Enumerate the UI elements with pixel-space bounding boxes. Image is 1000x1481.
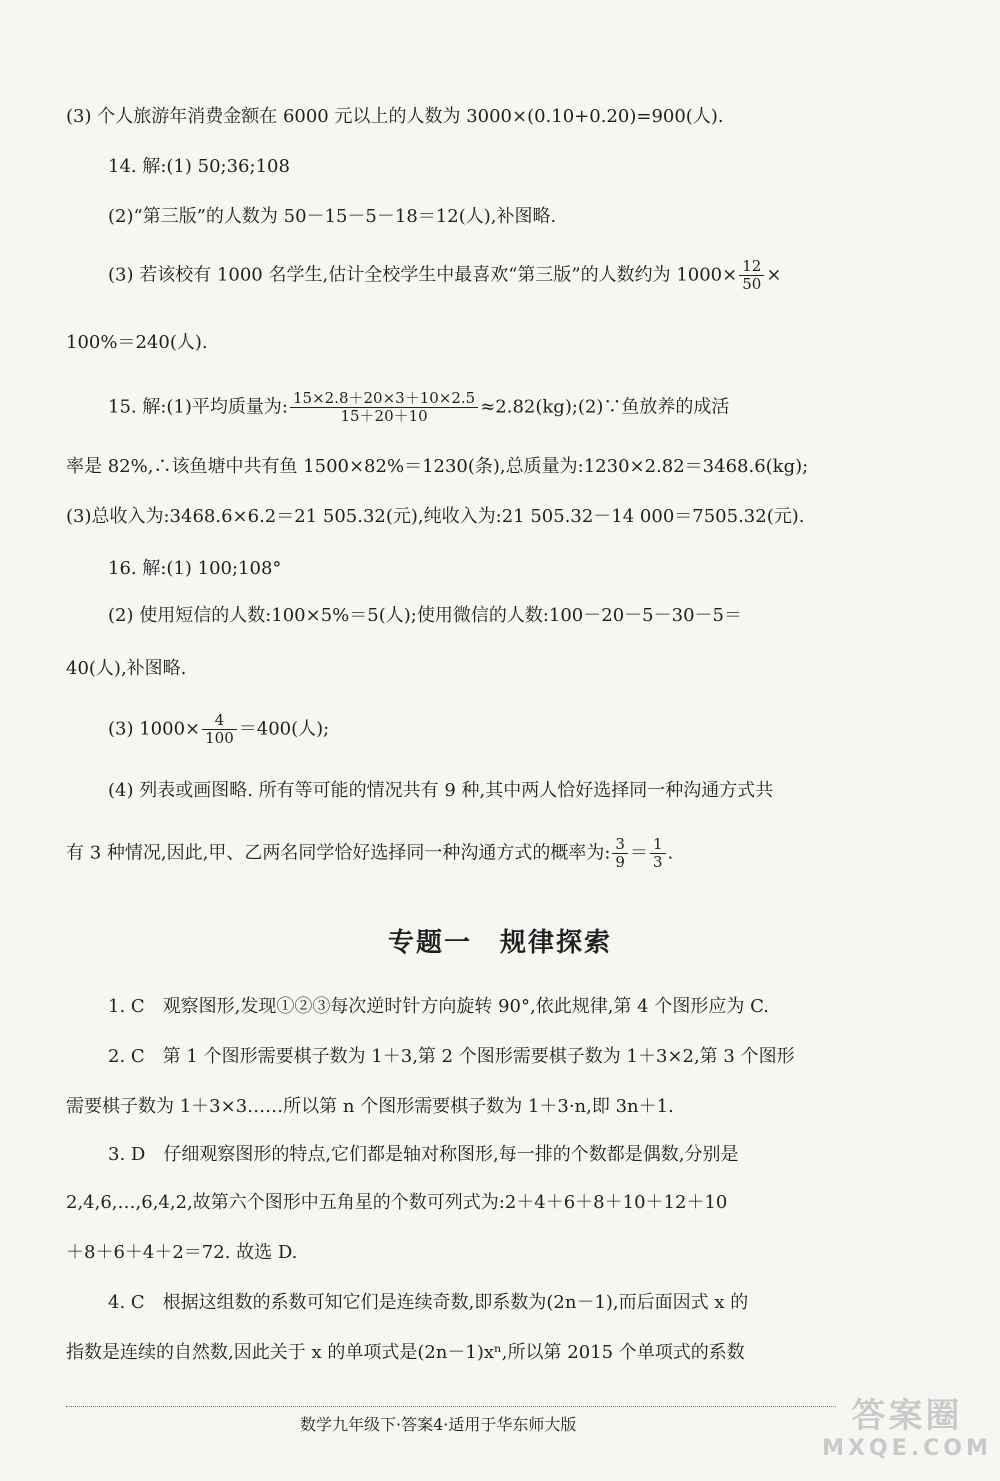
watermark-top: 答案圈 <box>851 1396 963 1436</box>
answer-line-q16-4b <box>66 836 910 871</box>
watermark-logo <box>822 1396 992 1476</box>
fraction-numerator: 4 <box>202 712 237 730</box>
text-after: ≈2.82(kg);(2)∵鱼放养的成活 <box>480 396 730 418</box>
text-before: (3) 1000× <box>108 718 201 740</box>
page-footer: 数学九年级下·答案4·适用于华东师大版 <box>300 1415 577 1434</box>
text-before: 有 3 种情况,因此,甲、乙两名同学恰好选择同一种沟通方式的概率为: <box>66 842 611 864</box>
answer-line-q16-2a: (2) 使用短信的人数:100×5%＝5(人);使用微信的人数:100－20－5－30－5＝ <box>108 605 742 626</box>
answer-line-s1: 1. C 观察图形,发现①②③每次逆时针方向旋转 90°,依此规律,第 4 个图形应为 C. <box>108 996 769 1017</box>
footer-divider <box>66 1406 836 1407</box>
answer-line-q14-3b: 100%＝240(人). <box>66 332 208 353</box>
answer-line-q14-head: 14. 解:(1) 50;36;108 <box>108 156 290 177</box>
fraction <box>650 836 666 871</box>
text-before: (3) 若该校有 1000 名学生,估计全校学生中最喜欢“第三版”的人数约为 1000× <box>108 264 738 286</box>
answer-line-s2a: 2. C 第 1 个图形需要棋子数为 1＋3,第 2 个图形需要棋子数为 1＋3×2,第 3 个图形 <box>108 1046 795 1067</box>
fraction-numerator: 3 <box>612 836 628 854</box>
answer-line-q16-3 <box>108 712 910 747</box>
fraction-denominator: 100 <box>205 729 234 747</box>
equals-sign: ＝ <box>629 842 648 864</box>
watermark-bottom: MXQE.COM <box>822 1436 992 1461</box>
fraction-denominator: 9 <box>615 853 625 871</box>
fraction-numerator: 12 <box>739 258 764 276</box>
answer-line-q13-3: (3) 个人旅游年消费金额在 6000 元以上的人数为 3000×(0.10+0.20)=900(人). <box>66 106 724 127</box>
fraction <box>202 712 237 747</box>
answer-line-s4b: 指数是连续的自然数,因此关于 x 的单项式是(2n－1)xⁿ,所以第 2015 个单项式的系数 <box>66 1342 745 1363</box>
section-title: 专题一 规律探索 <box>387 928 612 958</box>
fraction-denominator: 50 <box>742 275 762 293</box>
fraction <box>290 390 478 425</box>
text-after: ＝400(人); <box>238 718 330 740</box>
answer-line-q14-3a <box>108 258 910 293</box>
text-before: 15. 解:(1)平均质量为: <box>108 396 288 418</box>
fraction-denominator: 15＋20＋10 <box>340 407 428 425</box>
answer-line-s2b: 需要棋子数为 1＋3×3……所以第 n 个图形需要棋子数为 1＋3·n,即 3n＋1. <box>66 1096 674 1117</box>
answer-line-q15-1 <box>108 390 910 425</box>
answer-line-s3a: 3. D 仔细观察图形的特点,它们都是轴对称图形,每一排的个数都是偶数,分别是 <box>108 1144 739 1165</box>
answer-line-s3c: ＋8＋6＋4＋2＝72. 故选 D. <box>66 1242 298 1263</box>
fraction-numerator: 15×2.8＋20×3＋10×2.5 <box>290 390 478 408</box>
fraction-numerator: 1 <box>650 836 666 854</box>
fraction-denominator: 3 <box>652 853 663 871</box>
answer-line-s3b: 2,4,6,…,6,4,2,故第六个图形中五角星的个数可列式为:2＋4＋6＋8＋10＋12＋10 <box>66 1192 728 1213</box>
answer-line-q16-head: 16. 解:(1) 100;108° <box>108 558 282 579</box>
answer-line-q16-2b: 40(人),补图略. <box>66 658 187 679</box>
fraction <box>612 836 628 871</box>
answer-line-s4a: 4. C 根据这组数的系数可知它们是连续奇数,即系数为(2n－1),而后面因式 x 的 <box>108 1292 749 1313</box>
text-after: × <box>766 264 782 286</box>
fraction <box>739 258 764 293</box>
answer-line-q14-2: (2)“第三版”的人数为 50－15－5－18＝12(人),补图略. <box>108 206 557 227</box>
answer-line-q16-4a: (4) 列表或画图略. 所有等可能的情况共有 9 种,其中两人恰好选择同一种沟通方式共 <box>108 780 774 801</box>
answer-line-q15-3: (3)总收入为:3468.6×6.2＝21 505.32(元),纯收入为:21 505.32－14 000＝7505.32(元). <box>66 506 805 527</box>
answer-line-q15-2: 率是 82%,∴该鱼塘中共有鱼 1500×82%＝1230(条),总质量为:1230×2.82＝3468.6(kg); <box>66 456 809 477</box>
text-after: . <box>667 842 674 864</box>
